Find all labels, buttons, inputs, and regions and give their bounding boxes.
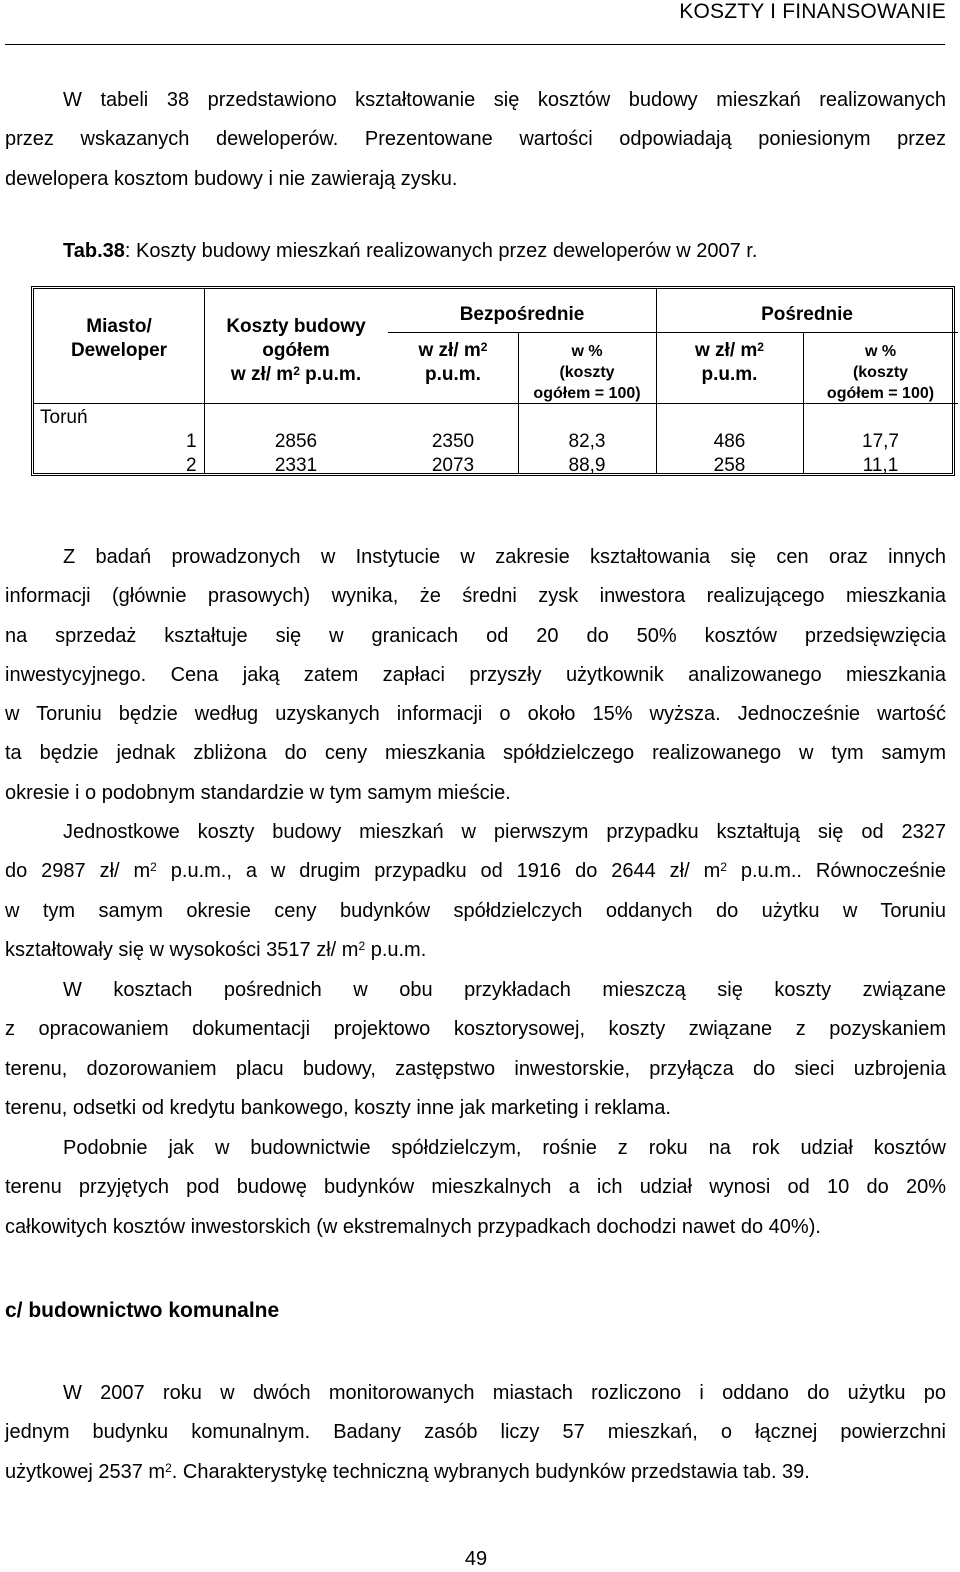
header-divider [656,332,958,333]
unit-text: w zł/ m [230,364,294,385]
text-line: terenu, dozorowaniem placu budowy, zastępstwo inwestorskie, przyłącza do sieci uzbrojenia [5,1057,946,1080]
text-line: jednym budynku komunalnym. Badany zasób liczy 57 mieszkań, o łącznej powierzchni [5,1421,946,1444]
superscript: 2 [150,860,157,875]
header-unit-line [388,339,518,363]
header-indirect: Pośrednie [761,304,853,325]
header-pct-line: w % [864,343,897,360]
superscript: 2 [358,938,366,953]
table-caption-label: Tab.38 [63,240,125,262]
text-line: w tym samym okresie ceny budynków spółdzielczych oddanych do użytku w Toruniu [5,899,946,922]
cost-table [31,286,955,476]
text-line: przez wskazanych deweloperów. Prezentowane wartości odpowiadają poniesionym przez [5,128,946,151]
superscript: 2 [293,364,300,378]
header-pct-line: ogółem = 100) [533,385,641,402]
text-line: Z badań prowadzonych w Instytucie w zakresie kształtowania się cen oraz innych [63,546,946,568]
text-line: ta będzie jednak zbliżona do ceny mieszkania spółdzielczego realizowanego w tym samym [5,742,946,765]
body-paragraph [5,813,946,970]
table-cell-indirect: 258 [713,455,746,476]
running-header: KOSZTY I FINANSOWANIE [679,0,946,23]
header-unit-line: p.u.m. [425,364,481,385]
text-line: informacji (głównie prasowych) wynika, że średni zysk inwestora realizującego mieszkania [5,585,946,608]
header-city [34,315,204,363]
table-cell-direct-pct: 88,9 [568,455,606,476]
text-line: Jednostkowe koszty budowy mieszkań w pierwszym przypadku kształtują się od 2327 [63,821,946,843]
header-indirect-pct [803,341,958,404]
header-rule [5,44,945,45]
text-run: użytkowej 2537 m [5,1460,166,1483]
table-cell-indirect-pct: 17,7 [862,431,899,452]
unit-text: w zł/ m [418,340,481,361]
header-indirect-unit [656,339,803,387]
table-cell-total: 2331 [274,455,318,476]
header-divider [204,403,958,404]
text-run: kształtowały się w wysokości 3517 zł/ m [5,938,359,961]
table-caption-text: : Koszty budowy mieszkań realizowanych przez deweloperów w 2007 r. [124,240,758,262]
text-line: całkowitych kosztów inwestorskich (w ekstremalnych przypadkach dochodzi nawet do 40%). [5,1215,821,1238]
header-total-line [204,363,388,387]
header-unit-line: p.u.m. [701,364,758,385]
text-run: . Charakterystykę techniczną wybranych budynków przedstawia tab. 39. [171,1460,810,1483]
text-run: p.u.m.. Równocześnie [726,860,946,883]
unit-text: p.u.m. [299,364,362,385]
table-caption [63,240,757,263]
table-cell-dev: 1 [186,431,197,452]
header-pct-line: w % [571,343,603,360]
section-heading: c/ budownictwo komunalne [5,1299,280,1322]
text-line: Podobnie jak w budownictwie spółdzielczym, rośnie z roku na rok udział kosztów [63,1137,946,1159]
text-line: na sprzedaż kształtuje się w granicach od 20 do 50% kosztów przedsięwzięcia [5,624,946,647]
text-line: terenu przyjętych pod budowę budynków mieszkalnych a ich udział wynosi od 10 do 20% [5,1176,946,1199]
city-label: Toruń [40,407,88,428]
text-line: z opracowaniem dokumentacji projektowo kosztorysowej, koszty związane z pozyskaniem [5,1018,946,1041]
table-cell-direct-pct: 82,3 [568,431,606,452]
header-direct-pct [518,341,656,404]
text-line: W kosztach pośrednich w obu przykładach mieszczą się koszty związane [63,979,946,1001]
text-run: p.u.m., a w drugim przypadku od 1916 do 2644 zł/ m [156,860,721,883]
header-total-line: Koszty budowy [226,316,366,337]
text-run: p.u.m. [365,938,427,961]
header-total-line: ogółem [262,340,330,361]
header-total-cost [204,315,388,387]
superscript: 2 [757,340,764,354]
body-paragraph [5,1129,946,1247]
header-pct-line: (koszty [852,364,909,381]
table-cell-dev: 2 [186,455,197,476]
superscript: 2 [720,860,727,875]
table-cell-direct: 2073 [431,455,475,476]
text-line: dewelopera kosztom budowy i nie zawierają zysku. [5,167,458,190]
header-divider [388,332,656,333]
text-line: W tabeli 38 przedstawiono kształtowanie się kosztów budowy mieszkań realizowanych [63,89,946,111]
body-paragraph [5,1374,946,1492]
header-direct: Bezpośrednie [459,304,585,325]
table-cell-direct: 2350 [431,431,475,452]
header-city-line: Deweloper [70,340,168,361]
text-line [5,931,946,970]
text-line [5,852,946,891]
body-paragraph [5,971,946,1128]
table-cell-indirect: 486 [713,431,746,452]
table-cell-total: 2856 [274,431,318,452]
text-line: W 2007 roku w dwóch monitorowanych miastach rozliczono i oddano do użytku po [63,1382,946,1404]
text-line: inwestycyjnego. Cena jaką zatem zapłaci przyszły użytkownik analizowanego mieszkania [5,663,946,686]
text-line: okresie i o podobnym standardzie w tym samym mieście. [5,781,511,804]
text-line: terenu, odsetki od kredytu bankowego, koszty inne jak marketing i reklama. [5,1096,671,1119]
superscript: 2 [480,340,488,354]
intro-paragraph [5,81,946,199]
table-cell-indirect-pct: 11,1 [862,455,899,476]
header-divider [34,403,204,404]
body-paragraph [5,538,946,813]
header-unit-line [656,339,803,363]
header-pct-line: (koszty [559,364,615,381]
text-line: w Toruniu będzie według uzyskanych informacji o około 15% wyższa. Jednocześnie wartość [5,703,946,726]
page-number: 49 [464,1548,488,1570]
text-run: do 2987 zł/ m [5,860,151,883]
text-line [5,1453,946,1492]
superscript: 2 [165,1460,172,1475]
header-city-line: Miasto/ [86,316,152,337]
unit-text: w zł/ m [695,340,758,361]
header-pct-line: ogółem = 100) [826,385,935,402]
header-direct-unit [388,339,518,387]
